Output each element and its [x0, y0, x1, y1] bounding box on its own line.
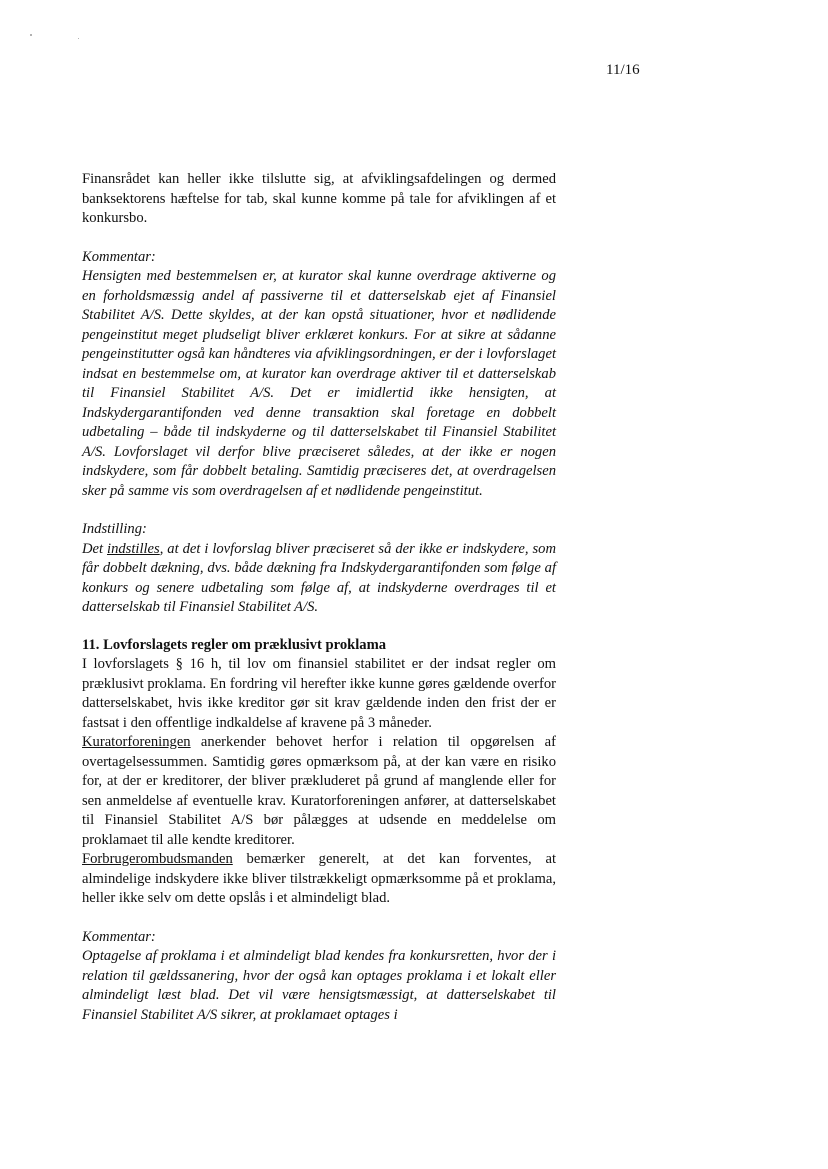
- comment-label: Kommentar:: [82, 248, 156, 265]
- paragraph-body: bemærker generelt, at det kan forventes, at almindelige indskydere ikke bliver tilstrækkeligt opmærksomme på et proklama, heller ikke selv om dette opslås i et almindeligt blad.: [82, 851, 556, 906]
- section-heading: 11. Lovforslagets regler om præklusivt proklama: [82, 636, 387, 653]
- scan-speck: [78, 38, 79, 39]
- page-number: 11/16: [606, 62, 640, 78]
- comment-text: Hensigten med bestemmelsen er, at kurator skal kunne overdrage aktiverne og en forholdsmæssig andel af passiverne til et datterselskab ejet af Finansiel Stabilitet A/S. Dette skyldes, at der kan opstå situationer, hvor et nødlidende pengeinstitut meget pludseligt bliver erklæret konkurs. For at sikre at sådanne pengeinstitutter også kan håndteres via afviklingsordningen, er der i lovforslaget indsat en bestemmelse om, at kurator kan overdrage aktiver til et datterselskab til Finansiel Stabilitet A/S. Det er imidlertid ikke hensigten, at Indskydergarantifonden ved denne transaktion skal foretage en dobbelt udbetaling – både til indskyderne og til datterselskabet til Finansiel Stabilitet A/S. Lovforslaget vil derfor blive præciseret således, at der ikke er nogen indskydere, som får dobbelt betaling. Samtidig præciseres det, at overdragelsen sker på samme vis som overdragelsen af et nødlidende pengeinstitut.: [82, 268, 556, 499]
- section-paragraph: I lovforslagets § 16 h, til lov om finansiel stabilitet er der indsat regler om præklusivt proklama. En fordring vil herefter ikke kunne gøres gældende overfor datterselskabet, hvis ikke kreditor gør sit krav gældende inden den frist der er fastsat i den offentlige indkaldelse af kravene på 3 måneder.: [82, 656, 556, 731]
- comment-block-2: [82, 928, 556, 1026]
- comment-text: Optagelse af proklama i et almindeligt blad kendes fra konkursretten, hvor der i relation til gældssanering, hvor der også kan optages proklama i et lokalt eller almindeligt læst blad. Det vil være hensigtsmæssigt, at datterselskabet til Finansiel Stabilitet A/S sikrer, at proklamaet optages i: [82, 948, 556, 1023]
- document-body: [82, 170, 556, 1025]
- scan-speck: [30, 34, 32, 36]
- recommendation-block: [82, 520, 556, 618]
- organization-name: Kuratorforeningen: [82, 734, 191, 750]
- intro-paragraph: Finansrådet kan heller ikke tilslutte sig, at afviklingsafdelingen og dermed banksektorens hæftelse for tab, skal kunne komme på tale for afviklingen af et konkursbo.: [82, 171, 556, 226]
- recommendation-label: Indstilling:: [82, 521, 147, 537]
- paragraph-body: anerkender behovet herfor i relation til opgørelsen af overtagelsessummen. Samtidig gøres opmærksom på, at der kan være en risiko for, at der er kreditorer, der bliver prækluderet på grund af manglende eller for sen anmeldelse af eventuelle krav. Kuratorforeningen anfører, at datterselskabet til Finansiel Stabilitet A/S bør pålægges at udsende en meddelelse om proklamaet til alle kendte kreditorer.: [82, 734, 556, 848]
- comment-label: Kommentar:: [82, 928, 156, 945]
- section-11: [82, 636, 556, 734]
- forbrugerombudsmanden-paragraph: [82, 850, 556, 909]
- recommendation-body: , at det i lovforslag bliver præciseret så der ikke er indskydere, som får dobbelt dækning, dvs. både dækning fra Indskydergarantifonden som følge af konkurs og senere udbetaling som følge af, at indskyderne overdrages til et datterselskab til Finansiel Stabilitet A/S.: [82, 540, 556, 615]
- recommendation-lead: Det: [82, 540, 108, 557]
- recommendation-text: [82, 540, 556, 618]
- kuratorforeningen-paragraph: [82, 733, 556, 850]
- organization-name: Forbrugerombudsmanden: [82, 851, 233, 867]
- recommendation-keyword: indstilles: [107, 540, 160, 557]
- comment-block-1: [82, 248, 556, 502]
